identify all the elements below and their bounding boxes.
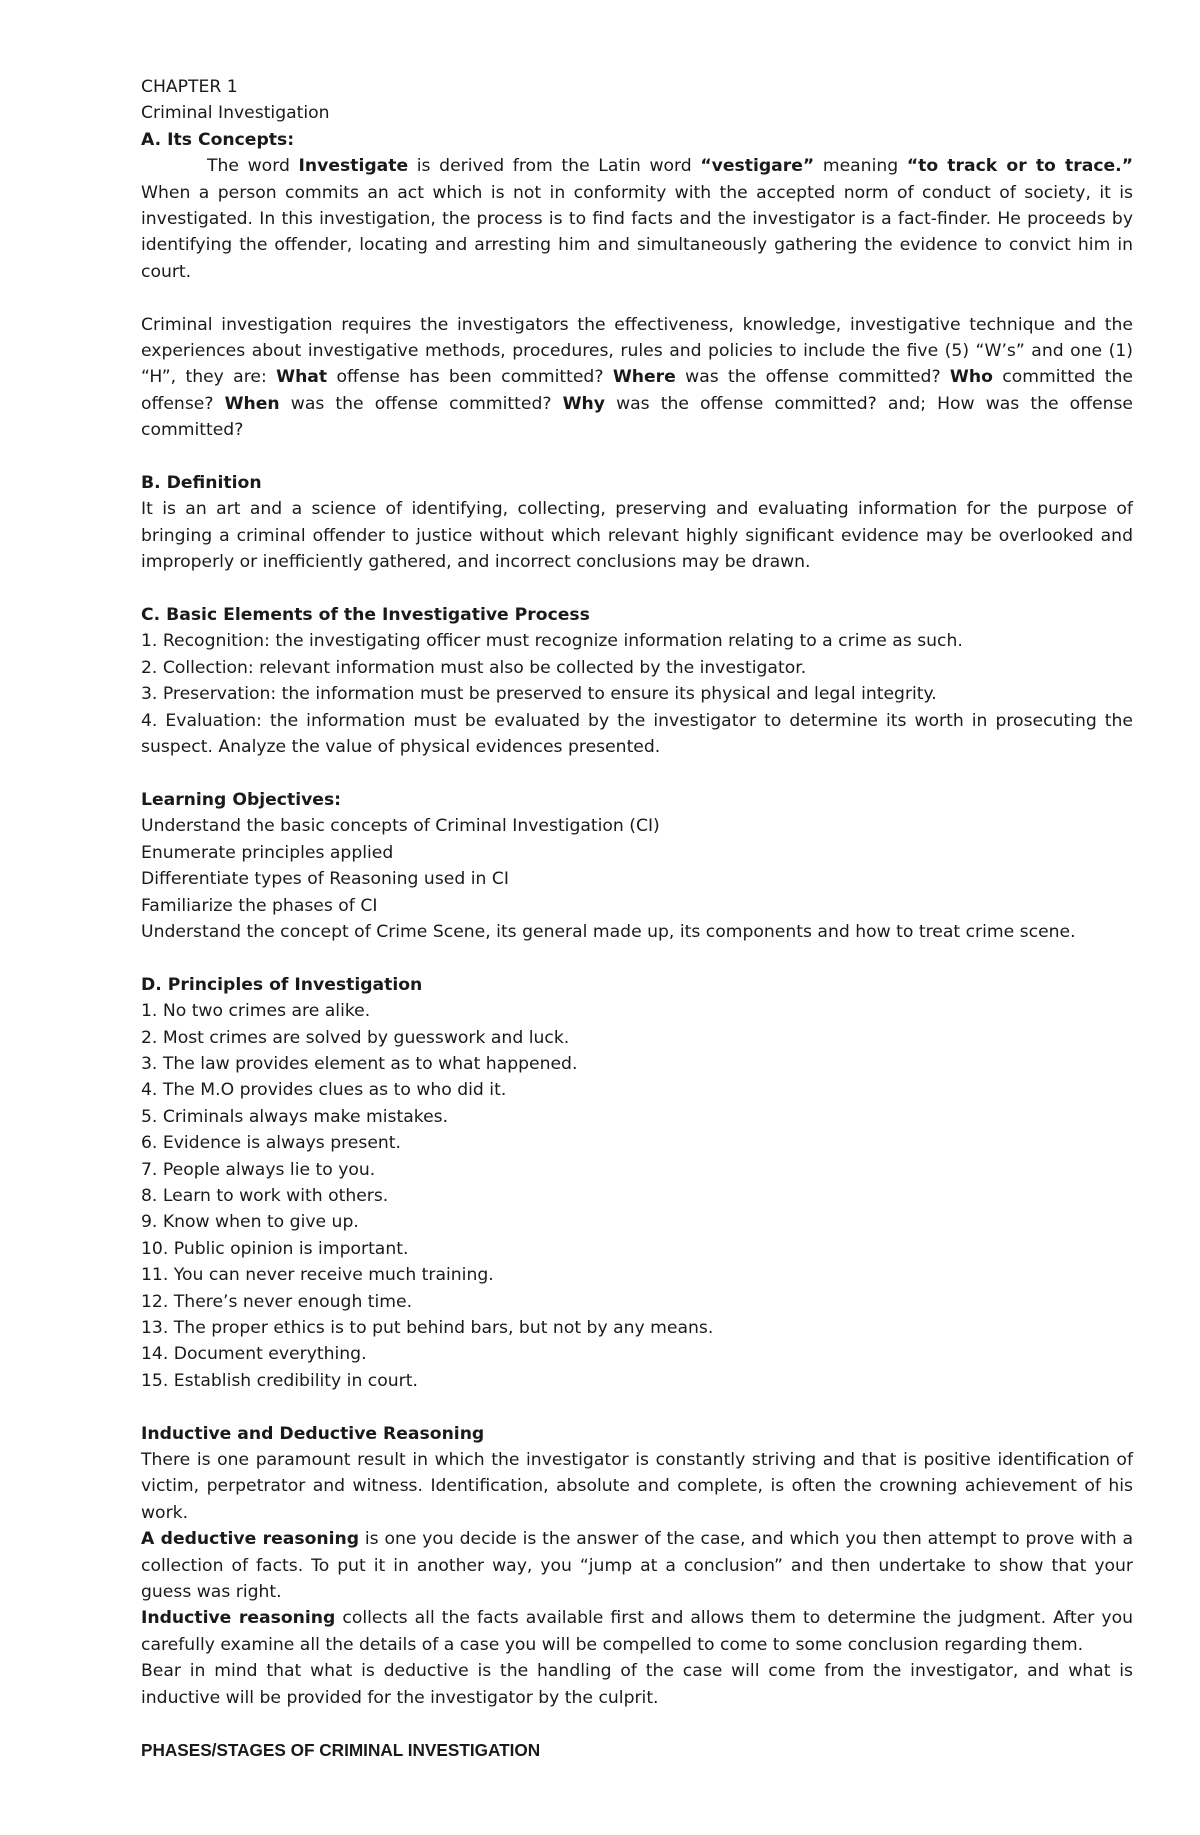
list-item: 1. Recognition: the investigating officer must recognize information relating to a crime as such. [141,631,963,652]
objectives-heading: Learning Objectives: [141,789,342,810]
section-d-heading: D. Principles of Investigation [141,974,423,995]
list-item: 9. Know when to give up. [141,1212,359,1233]
list-item: 12. There’s never enough time. [141,1291,413,1312]
list-item: 13. The proper ethics is to put behind bars, but not by any means. [141,1318,714,1339]
list-item: Differentiate types of Reasoning used in CI [141,869,509,890]
section-b-definition: It is an art and a science of identifying, collecting, preserving and evaluating information for the purpose of bringing a criminal offender to justice without which relevant highly significant evidence may be overlooked and improperly or inefficiently gathered, and incorrect conclusions may be drawn. [141,499,1133,573]
reasoning-paragraph-4: Bear in mind that what is deductive is the handling of the case will come from the investigator, and what is inductive will be provided for the investigator by the culprit. [141,1661,1133,1708]
reasoning-heading: Inductive and Deductive Reasoning [141,1423,485,1444]
list-item: Understand the concept of Crime Scene, its general made up, its components and how to treat crime scene. [141,921,1076,942]
list-item: 14. Document everything. [141,1344,367,1365]
list-item: 10. Public opinion is important. [141,1238,409,1259]
reasoning-deductive-paragraph: A deductive reasoning is one you decide is the answer of the case, and which you then attempt to prove with a collection of facts. To put it in another way, you “jump at a conclusion” and then undertake to show that your guess was right. [141,1529,1133,1603]
list-item: 6. Evidence is always present. [141,1133,402,1154]
list-item: 2. Most crimes are solved by guesswork and luck. [141,1027,570,1048]
document-title: Criminal Investigation [141,103,330,124]
list-item: 5. Criminals always make mistakes. [141,1106,449,1127]
list-item: 3. The law provides element as to what happened. [141,1053,578,1074]
list-item: 8. Learn to work with others. [141,1185,389,1206]
list-item: Understand the basic concepts of Criminal Investigation (CI) [141,816,660,837]
section-b-heading: B. Definition [141,473,262,494]
list-item: 11. You can never receive much training. [141,1265,494,1286]
section-a-heading: A. Its Concepts: [141,129,295,150]
section-a-paragraph-1: The word Investigate is derived from the Latin word “vestigare” meaning “to track or to trace.” When a person commits an act which is not in conformity with the accepted norm of conduct of society, it is investigated. In this investigation, the process is to find facts and the investigator is a fact-finder. He proceeds by identifying the offender, locating and arresting him and simultaneously gathering the evidence to convict him in court. [141,156,1133,282]
phases-heading: PHASES/STAGES OF CRIMINAL INVESTIGATION [141,1740,541,1761]
section-a-paragraph-2: Criminal investigation requires the investigators the effectiveness, knowledge, investigative technique and the experiences about investigative methods, procedures, rules and policies to include the five (5) “W’s” and one (1) “H”, they are: What offense has been committed? Where was the offense committed? Who committed the offense? When was the offense committed? Why was the offense committed? and; How was the offense committed? [141,314,1133,441]
list-item: 1. No two crimes are alike. [141,1001,371,1022]
list-item: 15. Establish credibility in court. [141,1370,418,1391]
list-item: 2. Collection: relevant information must also be collected by the investigator. [141,657,807,678]
list-item: Enumerate principles applied [141,842,394,863]
list-item: 3. Preservation: the information must be preserved to ensure its physical and legal integrity. [141,684,937,705]
reasoning-paragraph-1: There is one paramount result in which the investigator is constantly striving and that is positive identification of victim, perpetrator and witness. Identification, absolute and complete, is often the crowning achievement of his work. [141,1450,1133,1523]
chapter-label: CHAPTER 1 [141,77,238,97]
list-item: Familiarize the phases of CI [141,895,378,916]
list-item: 4. The M.O provides clues as to who did it. [141,1080,507,1101]
list-item: 4. Evaluation: the information must be evaluated by the investigator to determine its worth in prosecuting the suspect. Analyze the value of physical evidences presented. [141,710,1133,758]
section-c-heading: C. Basic Elements of the Investigative Process [141,605,590,626]
list-item: 7. People always lie to you. [141,1159,376,1180]
reasoning-inductive-paragraph: Inductive reasoning collects all the facts available first and allows them to determine the judgment. After you carefully examine all the details of a case you will be compelled to come to some conclusion regarding them. [141,1608,1133,1655]
